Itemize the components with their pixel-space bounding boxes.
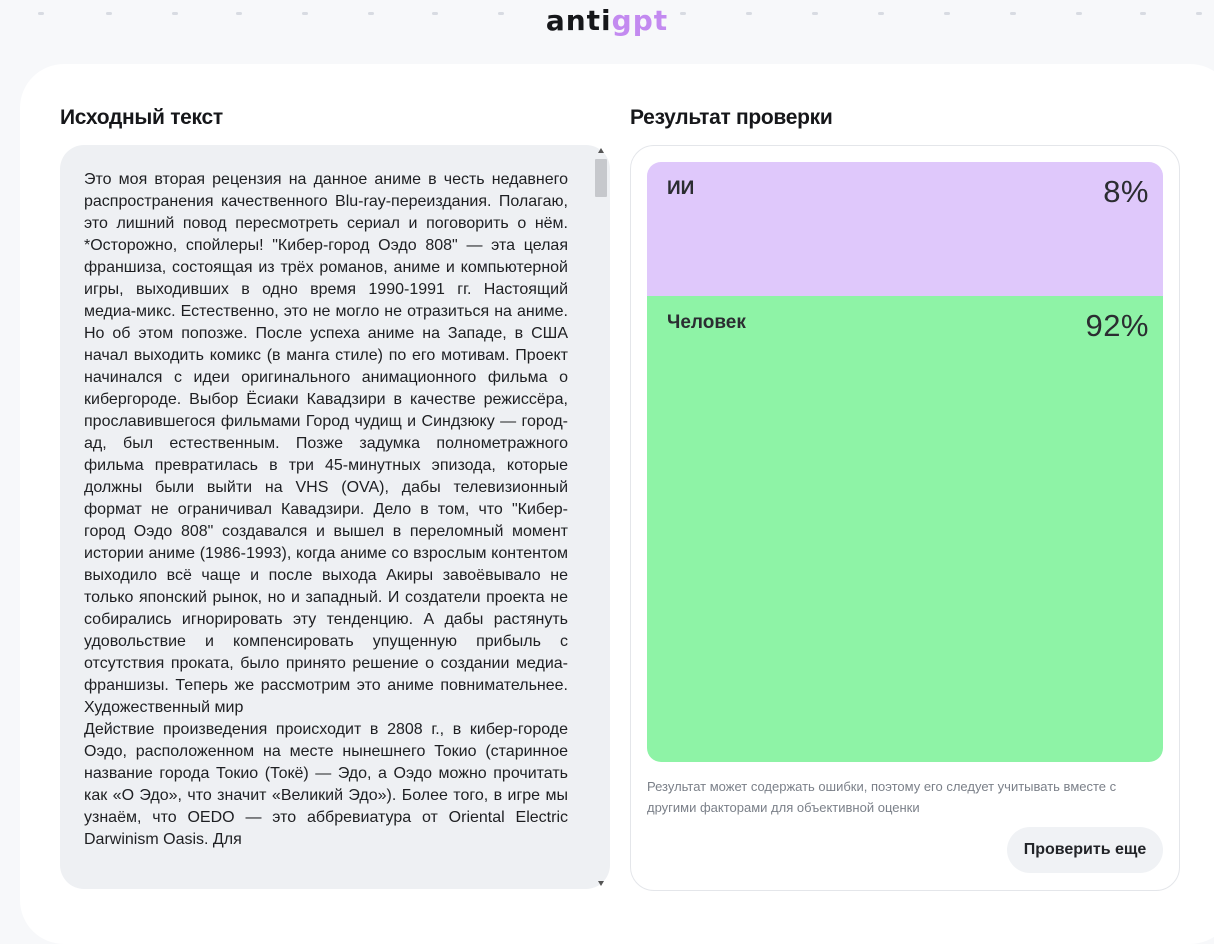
result-heading: Результат проверки [630, 106, 833, 129]
result-bars [647, 162, 1163, 762]
logo-text-gpt: gpt [611, 4, 669, 37]
result-card [630, 145, 1180, 891]
ai-percent: 8% [1103, 174, 1149, 209]
source-text-scrollbar[interactable] [594, 145, 608, 889]
scroll-up-arrow-icon[interactable] [598, 148, 604, 153]
source-text-content[interactable] [84, 169, 568, 851]
human-label: Человек [667, 312, 746, 333]
logo-text-anti: anti [545, 4, 612, 37]
source-text-heading: Исходный текст [60, 106, 223, 129]
logo[interactable] [0, 4, 1214, 37]
scroll-down-arrow-icon[interactable] [598, 881, 604, 886]
ai-share-bar [647, 162, 1163, 296]
ai-label: ИИ [667, 178, 695, 199]
human-share-bar [647, 296, 1163, 762]
human-percent: 92% [1085, 308, 1149, 343]
scrollbar-thumb[interactable] [595, 159, 607, 197]
source-text-area[interactable] [60, 145, 610, 889]
source-paragraph-1: Это моя вторая рецензия на данное аниме в честь недавнего распространения качественного Blu-ray-переиздания. Полагаю, это лишний повод пересмотреть сериал и поговорить о нём. *Осторожно, спойлеры! "Кибер-город Оэдо 808" — эта целая франшиза, состоящая из трёх романов, аниме и компьютерной игры, выходивших в одно время 1990-1991 гг. Настоящий медиа-микс. Естественно, это не могло не отразиться на аниме. Но об этом попозже. После успеха аниме на Западе, в США начал выходить комикс (в манга стиле) по его мотивам. Проект начинался с идеи оригинального анимационного фильма о кибергороде. Выбор Ёсиаки Кавадзири в качестве режиссёра, прославившегося фильмами Город чудищ и Синдзюку — город-ад, был естественным. Позже задумка полнометражного фильма превратилась в три 45-минутных эпизода, которые должны были выйти на VHS (OVA), дабы телевизионный формат не ограничивал Кавадзири. Дело в том, что "Кибер-город Оэдо 808" создавался и вышел в переломный момент истории аниме (1986-1993), когда аниме со взрослым контентом выходило всё чаще и после выхода Акиры завоёвывало не только японский рынок, но и западный. И создатели проекта не собирались игнорировать эту тенденцию. А дабы растянуть удовольствие и компенсировать упущенную прибыль с отсутствия проката, было принято решение о создании медиа-франшизы. Теперь же рассмотрим это аниме повнимательнее. Художественный мир [84, 171, 568, 716]
source-paragraph-2: Действие произведения происходит в 2808 г., в кибер-городе Оэдо, расположенном на месте нынешнего Токио (старинное название города Токио (Токё) — Эдо, а Оэдо можно прочитать как «О Эдо», что значит «Великий Эдо»). Более того, в игре мы узнаём, что OEDO — это аббревиатура от Oriental Electric Darwinism Oasis. Для [84, 721, 568, 848]
check-again-button[interactable]: Проверить еще [1007, 827, 1163, 873]
result-disclaimer: Результат может содержать ошибки, поэтому его следует учитывать вместе с другими факторами для объективной оценки [647, 779, 1117, 815]
